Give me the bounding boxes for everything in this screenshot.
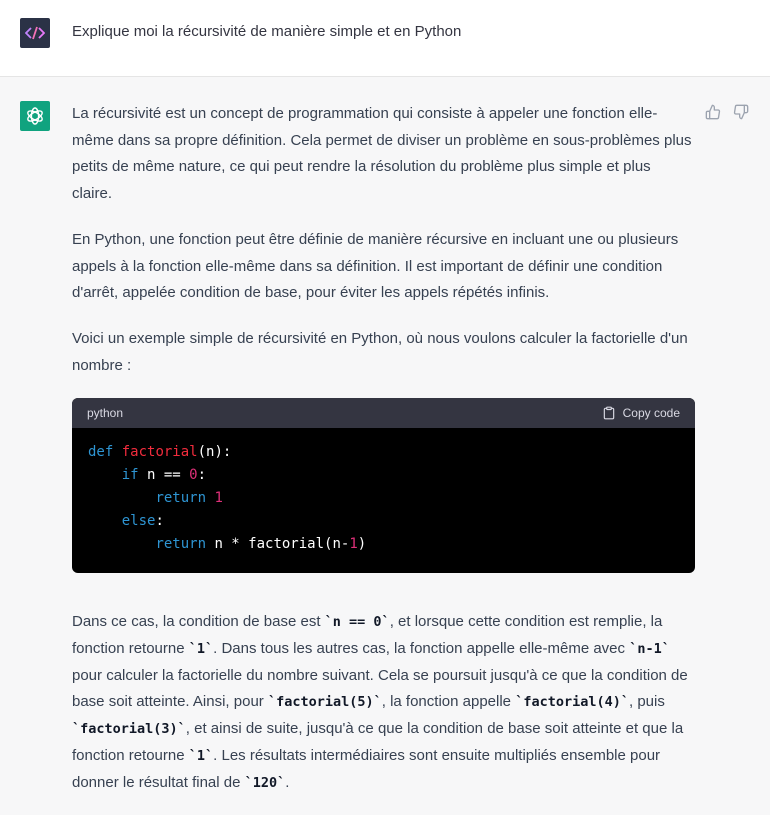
user-message-text: Explique moi la récursivité de manière simple et en Python bbox=[72, 23, 462, 40]
text-fragment: , et lorsque cette condition est remplie, la fonction retourne bbox=[72, 613, 663, 658]
thumbs-down-icon bbox=[733, 104, 749, 120]
assistant-message-row bbox=[0, 77, 770, 807]
code-body[interactable] bbox=[72, 428, 695, 573]
code-block bbox=[72, 398, 695, 573]
code-text: (n): bbox=[197, 444, 232, 461]
paragraph-example: Voici un exemple simple de récursivité en Python, où nous voulons calculer la factorielle d'un nombre : bbox=[72, 329, 688, 374]
code-text: n == bbox=[138, 467, 190, 484]
code-number: 1 bbox=[349, 536, 358, 553]
code-line-2 bbox=[88, 464, 679, 487]
user-avatar bbox=[20, 18, 50, 48]
code-text: : bbox=[197, 467, 207, 484]
paragraph-python: En Python, une fonction peut être définie de manière récursive en incluant une ou plusieurs appels à la fonction elle-même dans sa définition. Il est important de définir une condition d'arrêt, appelée condition de base, pour éviter les appels répétés infinis. bbox=[72, 230, 679, 302]
text-fragment: Dans ce cas, la condition de base est bbox=[72, 613, 325, 631]
code-line-1 bbox=[88, 441, 679, 464]
assistant-message-content bbox=[72, 101, 692, 815]
inline-code: `factorial(5)` bbox=[267, 694, 382, 711]
text-fragment: pour calculer la factorielle du nombre suivant. Cela se poursuit jusqu'à ce que la condition de base soit atteinte. Ainsi, pour bbox=[72, 666, 688, 711]
code-indent bbox=[88, 536, 155, 552]
thumbs-down-button[interactable] bbox=[732, 103, 750, 121]
code-text: n * factorial(n- bbox=[206, 536, 350, 553]
text-fragment: . bbox=[285, 773, 290, 791]
text-fragment: . Les résultats intermédiaires sont ensuite multipliés ensemble pour donner le résultat final de bbox=[72, 746, 661, 791]
code-keyword: if bbox=[121, 467, 139, 484]
code-line-4 bbox=[88, 510, 679, 533]
paragraph-intro: La récursivité est un concept de programmation qui consiste à appeler une fonction elle-même dans sa propre définition. Cela permet de diviser un problème en sous-problèmes plus petits de même nature, ce qui peut rendre la résolution du problème plus simple et plus claire. bbox=[72, 105, 692, 203]
assistant-avatar bbox=[20, 101, 50, 131]
thumbs-up-icon bbox=[705, 104, 721, 120]
code-number: 0 bbox=[189, 467, 198, 484]
code-line-3 bbox=[88, 487, 679, 510]
thumbs-up-button[interactable] bbox=[704, 103, 722, 121]
user-message-row bbox=[0, 0, 770, 77]
inline-code: `120` bbox=[244, 774, 286, 791]
code-line-5 bbox=[88, 533, 679, 556]
code-keyword: def bbox=[88, 444, 114, 461]
clipboard-icon bbox=[602, 406, 616, 420]
openai-logo-icon bbox=[25, 106, 45, 126]
inline-code: `1` bbox=[188, 641, 214, 658]
text-fragment: , la fonction appelle bbox=[381, 693, 516, 711]
code-language-label: python bbox=[87, 405, 124, 420]
code-number: 1 bbox=[214, 490, 223, 507]
code-text: ) bbox=[357, 536, 367, 553]
code-header bbox=[72, 398, 695, 428]
text-fragment: . Dans tous les autres cas, la fonction appelle elle-même avec bbox=[213, 640, 630, 658]
text-fragment: , et ainsi de suite, jusqu'à ce que la condition de base soit atteinte et que la fonction retourne bbox=[72, 720, 684, 764]
text-fragment: , puis bbox=[628, 693, 665, 711]
copy-code-button[interactable] bbox=[602, 400, 680, 427]
code-keyword: return bbox=[155, 536, 207, 553]
code-icon bbox=[25, 26, 45, 40]
paragraph-explanation bbox=[72, 609, 692, 796]
code-indent bbox=[88, 467, 122, 483]
inline-code: `factorial(3)` bbox=[72, 721, 186, 738]
code-function-name: factorial bbox=[121, 444, 198, 461]
code-keyword: return bbox=[155, 490, 207, 507]
code-text: : bbox=[155, 513, 164, 530]
code-indent bbox=[88, 513, 122, 529]
code-indent bbox=[88, 490, 155, 506]
inline-code: `n == 0` bbox=[324, 614, 390, 631]
copy-code-label: Copy code bbox=[622, 405, 680, 420]
code-keyword: else bbox=[121, 513, 156, 530]
feedback-controls bbox=[704, 103, 750, 121]
inline-code: `1` bbox=[188, 747, 214, 764]
inline-code: `factorial(4)` bbox=[515, 694, 629, 711]
inline-code: `n-1` bbox=[629, 641, 670, 658]
